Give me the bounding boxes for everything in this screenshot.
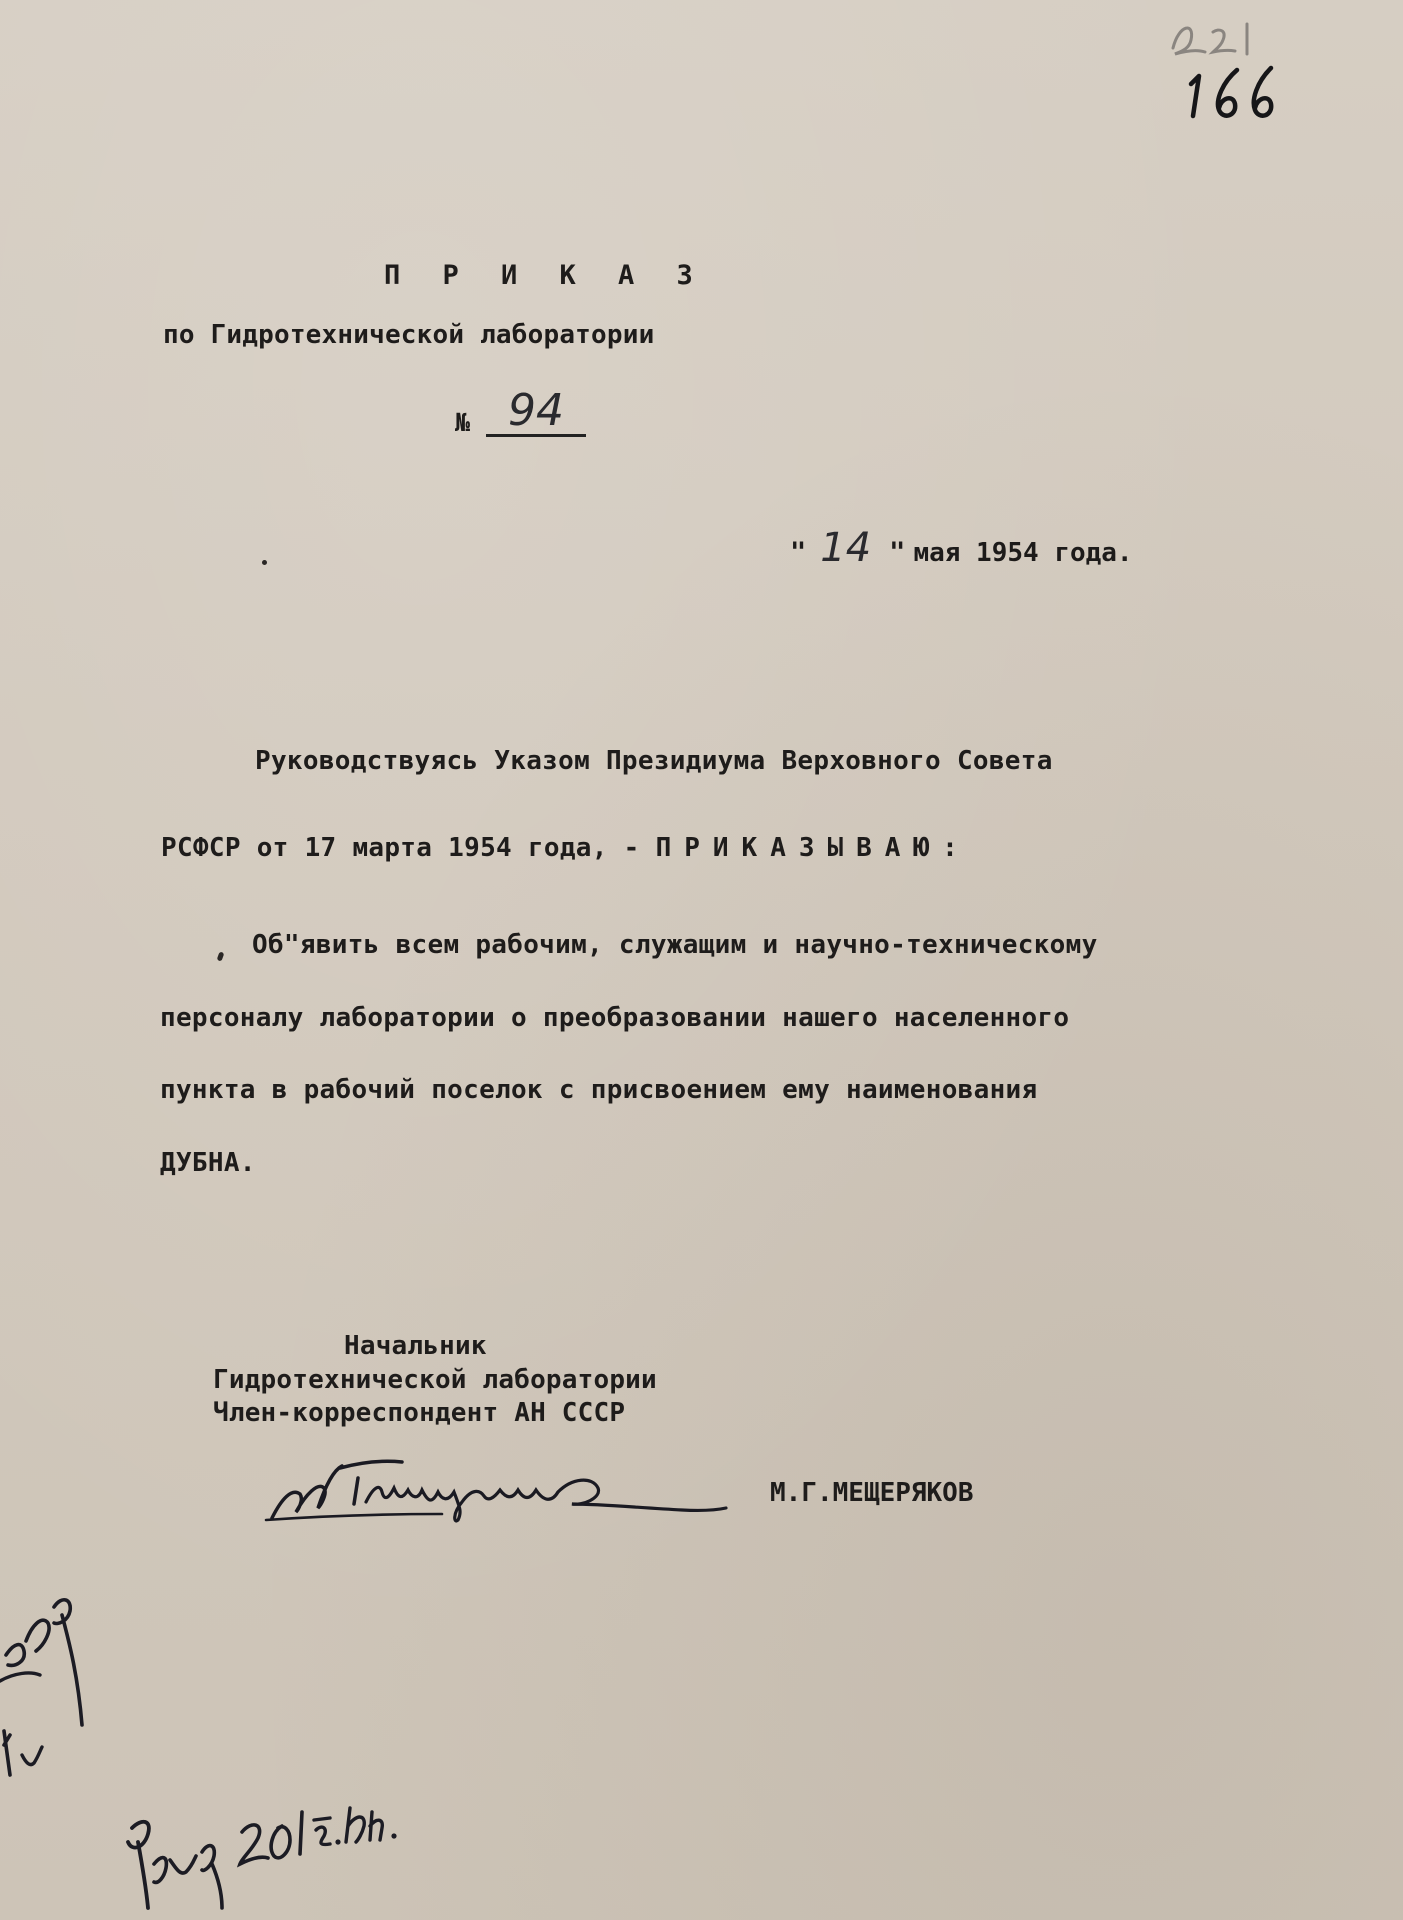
stray-dot-mark: [262, 560, 267, 565]
body-line-3: Об"явить всем рабочим, служащим и научно-техническому: [252, 930, 1098, 960]
order-directive: ПРИКАЗЫВАЮ:: [655, 833, 971, 863]
date-day: 14: [820, 525, 872, 571]
body-line-1: Руководствуясь Указом Президиума Верховного Совета: [255, 746, 1053, 776]
order-title: П Р И К А З: [384, 260, 706, 291]
handwritten-bottom-note-icon: [118, 1768, 418, 1918]
body-line-5: пункта в рабочий поселок с присвоением ему наименования: [160, 1075, 1038, 1105]
order-subtitle: по Гидротехнической лаборатории: [163, 320, 655, 350]
stray-comma-mark: [217, 951, 225, 961]
archive-page-number-icon: [1185, 60, 1295, 130]
date-quote-close: ": [889, 537, 906, 568]
date-quote-open: ": [790, 537, 807, 568]
body-line-6: ДУБНА.: [160, 1148, 256, 1178]
faint-archive-mark-icon: [1165, 10, 1275, 60]
signer-position-2: Гидротехнической лаборатории: [213, 1365, 657, 1395]
signer-name: М.Г.МЕЩЕРЯКОВ: [770, 1478, 974, 1508]
signer-position-3: Член-корреспондент АН СССР: [213, 1398, 626, 1428]
signer-position-1: Начальник: [344, 1331, 487, 1361]
body-line-2-start: РСФСР от 17 марта 1954 года, -: [161, 833, 640, 863]
body-line-2: [161, 835, 971, 861]
body-line-4: персоналу лаборатории о преобразовании нашего населенного: [160, 1003, 1070, 1033]
order-number-label: №: [455, 408, 471, 437]
handwritten-margin-note-icon: [0, 1585, 100, 1785]
date-month-year: мая 1954 года.: [913, 538, 1133, 568]
handwritten-signature-icon: [262, 1448, 732, 1528]
order-number: 94: [486, 388, 586, 437]
order-date: [790, 525, 1133, 578]
